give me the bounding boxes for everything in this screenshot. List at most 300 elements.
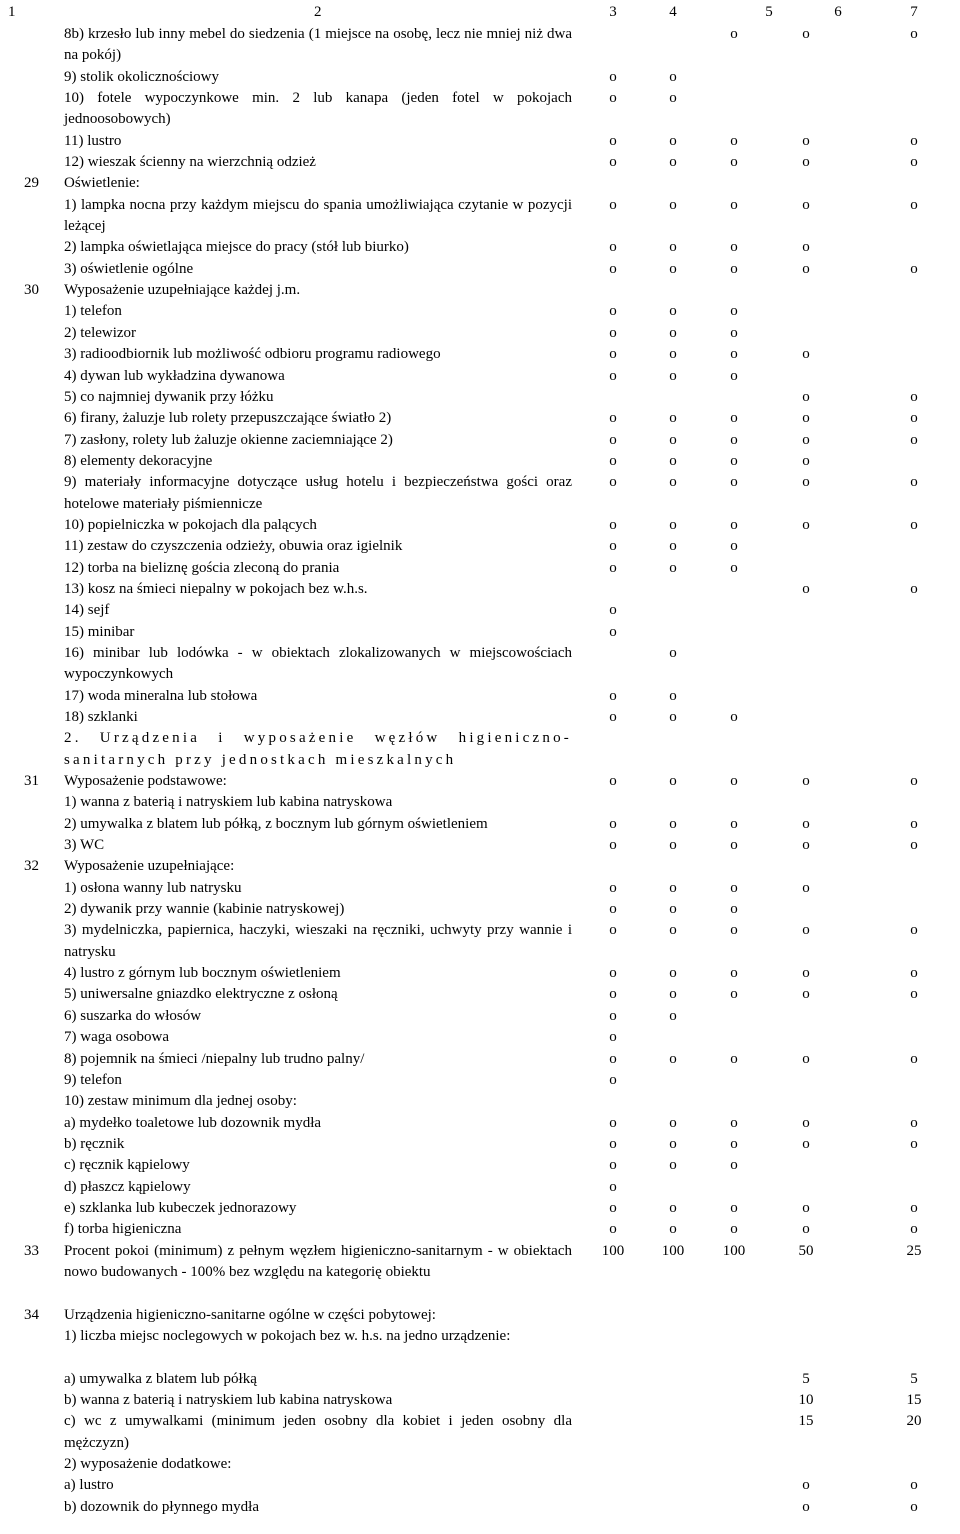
table-row xyxy=(0,280,958,301)
row-description: 9) telefon xyxy=(64,1071,122,1088)
table-row xyxy=(0,558,958,579)
table-header xyxy=(0,0,958,24)
category-mark-4: o xyxy=(669,709,677,725)
table-row xyxy=(0,622,958,643)
category-mark-7: 5 xyxy=(910,1370,918,1387)
category-mark-4: o xyxy=(669,879,677,896)
category-mark-5: o xyxy=(730,431,738,448)
table-row xyxy=(0,472,958,515)
header-col-2: 2 xyxy=(314,4,322,20)
category-mark-7: o xyxy=(910,154,918,171)
category-mark-3: o xyxy=(609,431,617,448)
category-mark-3: o xyxy=(609,559,617,576)
table-row xyxy=(0,152,958,173)
row-description: c) wc z umywalkami (minimum jeden osobny dla kobiet i jeden osobny dla mężczyzn) xyxy=(64,1413,572,1451)
category-mark-4: o xyxy=(669,1007,677,1024)
table-row xyxy=(0,579,958,600)
row-description: 1) osłona wanny lub natrysku xyxy=(64,879,242,896)
row-number: 31 xyxy=(24,773,39,790)
category-mark-6: o xyxy=(802,260,810,277)
category-mark-4: o xyxy=(669,324,677,341)
category-mark-3: o xyxy=(609,303,617,320)
category-mark-4: o xyxy=(669,196,677,213)
row-description: 3) oświetlenie ogólne xyxy=(64,260,194,277)
category-mark-6: o xyxy=(802,986,810,1003)
category-mark-3: o xyxy=(609,879,617,896)
category-mark-7: o xyxy=(910,388,918,405)
category-mark-4: o xyxy=(669,1157,677,1174)
category-mark-6: o xyxy=(802,1221,810,1238)
row-description: 13) kosz na śmieci niepalny w pokojach bez w.h.s. xyxy=(64,580,368,597)
table-row xyxy=(0,536,958,557)
row-description: a) umywalka z blatem lub półką xyxy=(64,1370,257,1387)
category-mark-5: o xyxy=(730,1114,738,1131)
table-row xyxy=(0,984,958,1005)
table-row xyxy=(0,451,958,472)
header-col-5: 5 xyxy=(765,4,773,20)
category-mark-6: o xyxy=(802,965,810,982)
category-mark-5: o xyxy=(730,986,738,1003)
category-mark-6: o xyxy=(802,1050,810,1067)
category-mark-4: o xyxy=(669,687,677,704)
category-mark-3: o xyxy=(609,1114,617,1131)
row-description: 1) liczba miejsc noclegowych w pokojach bez w. h.s. na jedno urządzenie: xyxy=(64,1327,511,1344)
row-description: 15) minibar xyxy=(64,623,135,640)
category-mark-5: o xyxy=(730,709,738,725)
row-description: b) wanna z baterią i natryskiem lub kabina natryskowa xyxy=(64,1392,393,1409)
category-mark-6: o xyxy=(802,1199,810,1216)
category-mark-4: o xyxy=(669,68,677,85)
category-mark-3: o xyxy=(609,346,617,363)
category-mark-4: o xyxy=(669,837,677,854)
category-mark-7: o xyxy=(910,431,918,448)
row-description: Oświetlenie: xyxy=(64,175,140,192)
category-mark-5: o xyxy=(730,773,738,790)
table-row xyxy=(0,88,958,131)
table-row xyxy=(0,686,958,707)
table-row xyxy=(0,366,958,387)
table-row xyxy=(0,814,958,835)
category-mark-7: 25 xyxy=(906,1242,922,1259)
category-mark-3: o xyxy=(609,196,617,213)
category-mark-5: o xyxy=(730,1050,738,1067)
row-description: 6) suszarka do włosów xyxy=(64,1007,202,1024)
category-mark-3: o xyxy=(609,260,617,277)
row-description: a) mydełko toaletowe lub dozownik mydła xyxy=(64,1114,322,1131)
table-row xyxy=(0,1134,958,1155)
table-row xyxy=(0,408,958,429)
category-mark-4: o xyxy=(669,516,677,533)
table-row xyxy=(0,771,958,792)
category-mark-4: o xyxy=(669,303,677,320)
header-col-1: 1 xyxy=(8,4,16,20)
category-mark-4: o xyxy=(669,1199,677,1216)
category-mark-6: o xyxy=(802,1114,810,1131)
category-mark-6: o xyxy=(802,474,810,491)
row-number: 29 xyxy=(24,175,39,192)
category-mark-3: o xyxy=(609,623,617,640)
row-description: 1) telefon xyxy=(64,303,122,320)
category-mark-4: o xyxy=(669,901,677,918)
category-mark-5: o xyxy=(730,1157,738,1174)
category-mark-6: o xyxy=(802,196,810,213)
row-description: 4) dywan lub wykładzina dywanowa xyxy=(64,367,285,384)
category-mark-4: o xyxy=(669,346,677,363)
category-mark-6: o xyxy=(802,837,810,854)
table-row xyxy=(0,131,958,152)
category-mark-3: o xyxy=(609,474,617,491)
category-mark-7: o xyxy=(910,773,918,790)
category-mark-5: o xyxy=(730,26,738,42)
category-mark-6: o xyxy=(802,1498,810,1515)
table-row xyxy=(0,707,958,728)
table-row xyxy=(0,1027,958,1048)
category-mark-3: o xyxy=(609,965,617,982)
category-mark-4: o xyxy=(669,260,677,277)
category-mark-7: o xyxy=(910,837,918,854)
category-mark-3: o xyxy=(609,239,617,256)
row-description: Urządzenia higieniczno-sanitarne ogólne w części pobytowej: xyxy=(64,1306,436,1323)
category-mark-6: o xyxy=(802,410,810,427)
category-mark-5: 100 xyxy=(722,1242,746,1259)
row-description: c) ręcznik kąpielowy xyxy=(64,1157,190,1174)
category-mark-6: o xyxy=(802,431,810,448)
category-mark-3: o xyxy=(609,986,617,1003)
header-col-6: 6 xyxy=(834,4,842,20)
row-description: a) lustro xyxy=(64,1477,114,1494)
row-description: 1) wanna z baterią i natryskiem lub kabina natryskowa xyxy=(64,794,393,811)
row-description: 8b) krzesło lub inny mebel do siedzenia (1 miejsce na osobę, lecz nie mniej niż dwa na pokój) xyxy=(64,26,572,64)
header-col-3: 3 xyxy=(609,4,617,20)
category-mark-7: o xyxy=(910,1477,918,1494)
category-mark-6: o xyxy=(802,1477,810,1494)
category-mark-3: o xyxy=(609,602,617,619)
category-mark-6: o xyxy=(802,922,810,939)
category-mark-5: o xyxy=(730,474,738,491)
category-mark-6: o xyxy=(802,388,810,405)
row-description: e) szklanka lub kubeczek jednorazowy xyxy=(64,1199,297,1216)
row-description: 14) sejf xyxy=(64,602,110,619)
category-mark-6: o xyxy=(802,346,810,363)
category-mark-4: o xyxy=(669,1221,677,1238)
table-row xyxy=(0,920,958,963)
row-description: 6) firany, żaluzje lub rolety przepuszczające światło 2) xyxy=(64,410,392,427)
category-mark-7: o xyxy=(910,1050,918,1067)
category-mark-7: o xyxy=(910,474,918,491)
category-mark-6: 50 xyxy=(798,1242,814,1259)
table-row xyxy=(0,67,958,88)
category-mark-5: o xyxy=(730,196,738,213)
category-mark-3: o xyxy=(609,1157,617,1174)
category-mark-4: o xyxy=(669,965,677,982)
category-mark-6: o xyxy=(802,452,810,469)
row-description: 2) dywanik przy wannie (kabinie natryskowej) xyxy=(64,901,345,918)
category-mark-3: o xyxy=(609,1007,617,1024)
category-mark-5: o xyxy=(730,367,738,384)
row-description: 16) minibar lub lodówka - w obiektach zlokalizowanych w miejscowościach wypoczynkowych xyxy=(64,644,572,683)
row-description: 3) radioodbiornik lub możliwość odbioru programu radiowego xyxy=(64,346,441,363)
category-mark-3: o xyxy=(609,687,617,704)
row-description: 12) torba na bieliznę gościa zleconą do prania xyxy=(64,559,340,576)
row-description: 10) fotele wypoczynkowe min. 2 lub kanapa (jeden fotel w pokojach jednoosobowych) xyxy=(64,90,572,128)
row-description: d) płaszcz kąpielowy xyxy=(64,1178,191,1195)
table-row xyxy=(0,1411,958,1454)
category-mark-5: o xyxy=(730,815,738,832)
category-mark-3: o xyxy=(609,452,617,469)
category-mark-3: o xyxy=(609,709,617,725)
row-description: 18) szklanki xyxy=(64,709,138,725)
row-description: b) ręcznik xyxy=(64,1135,125,1152)
table-row xyxy=(0,1241,958,1305)
row-description: Procent pokoi (minimum) z pełnym węzłem higieniczno-sanitarnym - w obiektach nowo budowanych - 100% bez względu na kategorię obiektu xyxy=(64,1242,572,1280)
table-row xyxy=(0,24,958,67)
category-mark-4: o xyxy=(669,367,677,384)
category-mark-3: o xyxy=(609,1135,617,1152)
category-mark-5: o xyxy=(730,260,738,277)
category-mark-5: o xyxy=(730,837,738,854)
row-description: 17) woda mineralna lub stołowa xyxy=(64,687,258,704)
category-mark-3: o xyxy=(609,837,617,854)
category-mark-3: o xyxy=(609,132,617,149)
row-description: 9) stolik okolicznościowy xyxy=(64,68,219,85)
table-row xyxy=(0,1049,958,1070)
table-row xyxy=(0,963,958,984)
category-mark-7: o xyxy=(910,516,918,533)
category-mark-5: o xyxy=(730,922,738,939)
table-row xyxy=(0,1070,958,1091)
category-mark-7: o xyxy=(910,196,918,213)
category-mark-3: o xyxy=(609,901,617,918)
table-body xyxy=(0,24,960,1518)
category-mark-3: o xyxy=(609,1221,617,1238)
table-row xyxy=(0,1497,958,1518)
category-mark-7: o xyxy=(910,410,918,427)
category-mark-4: o xyxy=(669,986,677,1003)
table-row xyxy=(0,237,958,258)
category-mark-5: o xyxy=(730,452,738,469)
table-row xyxy=(0,1155,958,1176)
category-mark-6: 15 xyxy=(798,1413,814,1430)
category-mark-5: o xyxy=(730,132,738,149)
row-number: 30 xyxy=(24,282,39,299)
category-mark-6: o xyxy=(802,773,810,790)
category-mark-5: o xyxy=(730,239,738,256)
category-mark-4: o xyxy=(669,922,677,939)
row-description: 2. Urządzenia i wyposażenie węzłów higieniczno-sanitarnych przy jednostkach mieszkalnych xyxy=(64,730,572,768)
row-description: 2) umywalka z blatem lub półką, z bocznym lub górnym oświetleniem xyxy=(64,815,488,832)
row-description: 3) WC xyxy=(64,837,105,854)
row-description: 2) wyposażenie dodatkowe: xyxy=(64,1456,232,1473)
row-description: 10) zestaw minimum dla jednej osoby: xyxy=(64,1093,297,1110)
table-row xyxy=(0,643,958,686)
row-description: 7) zasłony, rolety lub żaluzje okienne zaciemniające 2) xyxy=(64,431,393,448)
category-mark-7: o xyxy=(910,1498,918,1515)
row-number: 34 xyxy=(24,1306,39,1323)
row-description: 11) zestaw do czyszczenia odzieży, obuwia oraz igielnik xyxy=(64,538,403,555)
table-row xyxy=(0,323,958,344)
row-description: Wyposażenie podstawowe: xyxy=(64,773,227,790)
category-mark-3: o xyxy=(609,367,617,384)
row-description: 8) pojemnik na śmieci /niepalny lub trudno palny/ xyxy=(64,1050,365,1067)
table-row xyxy=(0,1369,958,1390)
category-mark-3: o xyxy=(609,1178,617,1195)
row-description: 12) wieszak ścienny na wierzchnią odzież xyxy=(64,154,316,171)
header-col-7: 7 xyxy=(910,4,918,20)
row-description: 2) telewizor xyxy=(64,324,137,341)
category-mark-5: o xyxy=(730,1199,738,1216)
category-mark-6: o xyxy=(802,516,810,533)
category-mark-5: o xyxy=(730,154,738,171)
table-row xyxy=(0,878,958,899)
category-mark-4: o xyxy=(669,410,677,427)
row-description: 3) mydelniczka, papiernica, haczyki, wieszaki na ręczniki, uchwyty przy wannie i natrysku xyxy=(64,922,572,960)
category-mark-6: 10 xyxy=(798,1392,814,1409)
category-mark-7: o xyxy=(910,1135,918,1152)
category-mark-3: o xyxy=(609,538,617,555)
table-row xyxy=(0,792,958,813)
category-mark-3: o xyxy=(609,1029,617,1046)
row-description: 4) lustro z górnym lub bocznym oświetleniem xyxy=(64,965,341,982)
row-description: 9) materiały informacyjne dotyczące usług hotelu i bezpieczeństwa gości oraz hotelowe materiały piśmiennicze xyxy=(64,474,572,512)
table-row xyxy=(0,1177,958,1198)
table-row xyxy=(0,1198,958,1219)
category-mark-4: o xyxy=(669,538,677,555)
category-mark-7: o xyxy=(910,922,918,939)
category-mark-3: o xyxy=(609,815,617,832)
table-row xyxy=(0,835,958,856)
category-mark-3: o xyxy=(609,922,617,939)
category-mark-4: o xyxy=(669,239,677,256)
category-mark-6: o xyxy=(802,815,810,832)
category-mark-5: o xyxy=(730,559,738,576)
table-row xyxy=(0,1219,958,1240)
category-mark-6: o xyxy=(802,26,810,42)
category-mark-4: o xyxy=(669,154,677,171)
table-row xyxy=(0,344,958,365)
category-mark-7: 20 xyxy=(906,1413,922,1430)
table-row xyxy=(0,856,958,877)
row-description: Wyposażenie uzupełniające każdej j.m. xyxy=(64,282,301,299)
table-row xyxy=(0,195,958,238)
category-mark-5: o xyxy=(730,538,738,555)
row-number: 33 xyxy=(24,1242,39,1259)
category-mark-7: o xyxy=(910,986,918,1003)
category-mark-4: o xyxy=(669,644,677,661)
category-mark-4: o xyxy=(669,474,677,491)
category-mark-6: o xyxy=(802,154,810,171)
table-row xyxy=(0,1305,958,1326)
table-row xyxy=(0,728,958,771)
category-mark-5: o xyxy=(730,965,738,982)
category-mark-7: o xyxy=(910,815,918,832)
category-mark-5: o xyxy=(730,324,738,341)
category-mark-5: o xyxy=(730,879,738,896)
row-description: b) dozownik do płynnego mydła xyxy=(64,1498,259,1515)
category-mark-7: o xyxy=(910,260,918,277)
table-row xyxy=(0,1113,958,1134)
category-mark-7: o xyxy=(910,965,918,982)
category-mark-4: o xyxy=(669,1050,677,1067)
table-row xyxy=(0,899,958,920)
category-mark-3: o xyxy=(609,516,617,533)
category-mark-4: o xyxy=(669,815,677,832)
row-description: 11) lustro xyxy=(64,132,122,149)
category-mark-4: o xyxy=(669,559,677,576)
category-mark-3: o xyxy=(609,1071,617,1088)
table-row xyxy=(0,430,958,451)
category-mark-4: o xyxy=(669,773,677,790)
category-mark-6: o xyxy=(802,239,810,256)
table-row xyxy=(0,301,958,322)
category-mark-4: o xyxy=(669,452,677,469)
category-mark-5: o xyxy=(730,901,738,918)
row-description: 10) popielniczka w pokojach dla palących xyxy=(64,516,317,533)
category-mark-7: o xyxy=(910,1114,918,1131)
category-mark-6: o xyxy=(802,580,810,597)
category-mark-5: o xyxy=(730,346,738,363)
row-description: 2) lampka oświetlająca miejsce do pracy (stół lub biurko) xyxy=(64,239,409,256)
row-description: 5) co najmniej dywanik przy łóżku xyxy=(64,388,274,405)
row-number: 32 xyxy=(24,858,39,875)
category-mark-7: o xyxy=(910,580,918,597)
category-mark-7: o xyxy=(910,1221,918,1238)
category-mark-7: 15 xyxy=(906,1392,922,1409)
category-mark-4: o xyxy=(669,431,677,448)
category-mark-4: o xyxy=(669,1135,677,1152)
table-row xyxy=(0,173,958,194)
category-mark-7: o xyxy=(910,26,918,42)
table-row xyxy=(0,600,958,621)
category-mark-7: o xyxy=(910,1199,918,1216)
header-col-4: 4 xyxy=(669,4,677,20)
category-mark-6: o xyxy=(802,1135,810,1152)
category-mark-3: o xyxy=(609,773,617,790)
table-row xyxy=(0,1091,958,1112)
category-mark-3: o xyxy=(609,1050,617,1067)
row-description: 7) waga osobowa xyxy=(64,1029,169,1046)
table-row xyxy=(0,387,958,408)
row-description: Wyposażenie uzupełniające: xyxy=(64,858,235,875)
category-mark-6: 5 xyxy=(802,1370,810,1387)
table-row xyxy=(0,1326,958,1369)
category-mark-3: o xyxy=(609,90,617,107)
category-mark-3: o xyxy=(609,324,617,341)
category-mark-3: o xyxy=(609,68,617,85)
table-row xyxy=(0,1475,958,1496)
row-description: 8) elementy dekoracyjne xyxy=(64,452,213,469)
category-mark-5: o xyxy=(730,410,738,427)
table-row xyxy=(0,259,958,280)
category-mark-3: o xyxy=(609,410,617,427)
category-mark-3: 100 xyxy=(601,1242,625,1259)
table-row xyxy=(0,1006,958,1027)
category-mark-5: o xyxy=(730,303,738,320)
category-mark-6: o xyxy=(802,879,810,896)
category-mark-5: o xyxy=(730,1221,738,1238)
table-row xyxy=(0,1390,958,1411)
category-mark-5: o xyxy=(730,516,738,533)
table-row xyxy=(0,515,958,536)
category-mark-6: o xyxy=(802,132,810,149)
category-mark-4: o xyxy=(669,132,677,149)
category-mark-4: o xyxy=(669,1114,677,1131)
category-mark-5: o xyxy=(730,1135,738,1152)
category-mark-4: o xyxy=(669,90,677,107)
category-mark-3: o xyxy=(609,154,617,171)
category-mark-4: 100 xyxy=(661,1242,685,1259)
category-mark-7: o xyxy=(910,132,918,149)
table-row xyxy=(0,1454,958,1475)
